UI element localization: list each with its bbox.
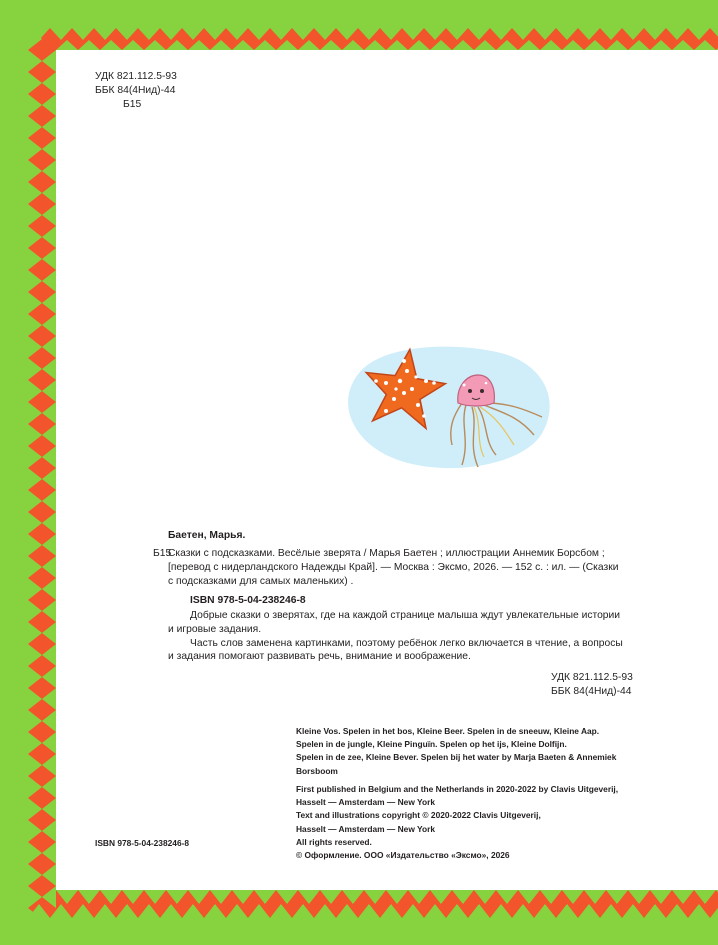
credit-line: Borsboom (296, 765, 338, 776)
udk-code: УДК 821.112.5-93 (551, 672, 633, 683)
bibliographic-description (168, 547, 619, 588)
annotation-line: и задания помогают развивать речь, внимание и воображение. (168, 651, 471, 663)
credit-line: Kleine Vos. Spelen in het bos, Kleine Beer. Spelen in de sneeuw, Kleine Aap. (296, 726, 600, 736)
credit-line: All rights reserved. (296, 836, 372, 847)
bottom-isbn: ISBN 978-5-04-238246-8 (95, 838, 190, 848)
description-line: с подсказками для самых маленьких) . (168, 575, 354, 587)
credit-line: Spelen in de jungle, Kleine Pinguïn. Spelen op het ijs, Kleine Dolfijn. (296, 739, 567, 750)
author-mark: Б15 (123, 99, 142, 110)
annotation (168, 609, 623, 664)
bbk-code: ББК 84(4Нид)-44 (95, 85, 176, 96)
credit-line: © Оформление. ООО «Издательство «Эксмо», 2026 (296, 850, 510, 861)
credit-line: Text and illustrations copyright © 2020-2022 Clavis Uitgeverij, (296, 810, 541, 821)
original-titles (296, 725, 616, 778)
sea-illustration (341, 343, 556, 478)
water-blob (348, 347, 550, 468)
description-line: Сказки с подсказками. Весёлые зверята / Марья Баетен ; иллюстрации Аннемик Борсбом ; (168, 548, 605, 559)
credit-line: Hasselt — Amsterdam — New York (296, 823, 436, 834)
author-name: Баетен, Марья. (168, 530, 246, 541)
annotation-line: Часть слов заменена картинками, поэтому ребёнок легко включается в чтение, а вопросы (190, 637, 623, 649)
isbn: ISBN 978-5-04-238246-8 (190, 595, 306, 606)
credit-line: Spelen in de zee, Kleine Bever. Spelen bij het water by Marja Baeten & Annemiek (296, 752, 617, 763)
credit-line: First published in Belgium and the Netherlands in 2020-2022 by Clavis Uitgeverij, (296, 784, 619, 794)
bbk-code: ББК 84(4Нид)-44 (551, 686, 632, 697)
copyright-page (56, 50, 718, 890)
copyright-notice (296, 783, 618, 862)
author-mark: Б15 (153, 548, 172, 559)
annotation-line: и игровые задания. (168, 623, 262, 635)
annotation-line: Добрые сказки о зверятах, где на каждой странице малыша ждут увлекательные истории (190, 610, 621, 621)
credit-line: Hasselt — Amsterdam — New York (296, 797, 436, 808)
udk-code: УДК 821.112.5-93 (95, 71, 177, 82)
description-line: [перевод с нидерландского Надежды Край]. — Москва : Эксмо, 2026. — 152 с. : ил. — (Сказки (168, 561, 619, 573)
